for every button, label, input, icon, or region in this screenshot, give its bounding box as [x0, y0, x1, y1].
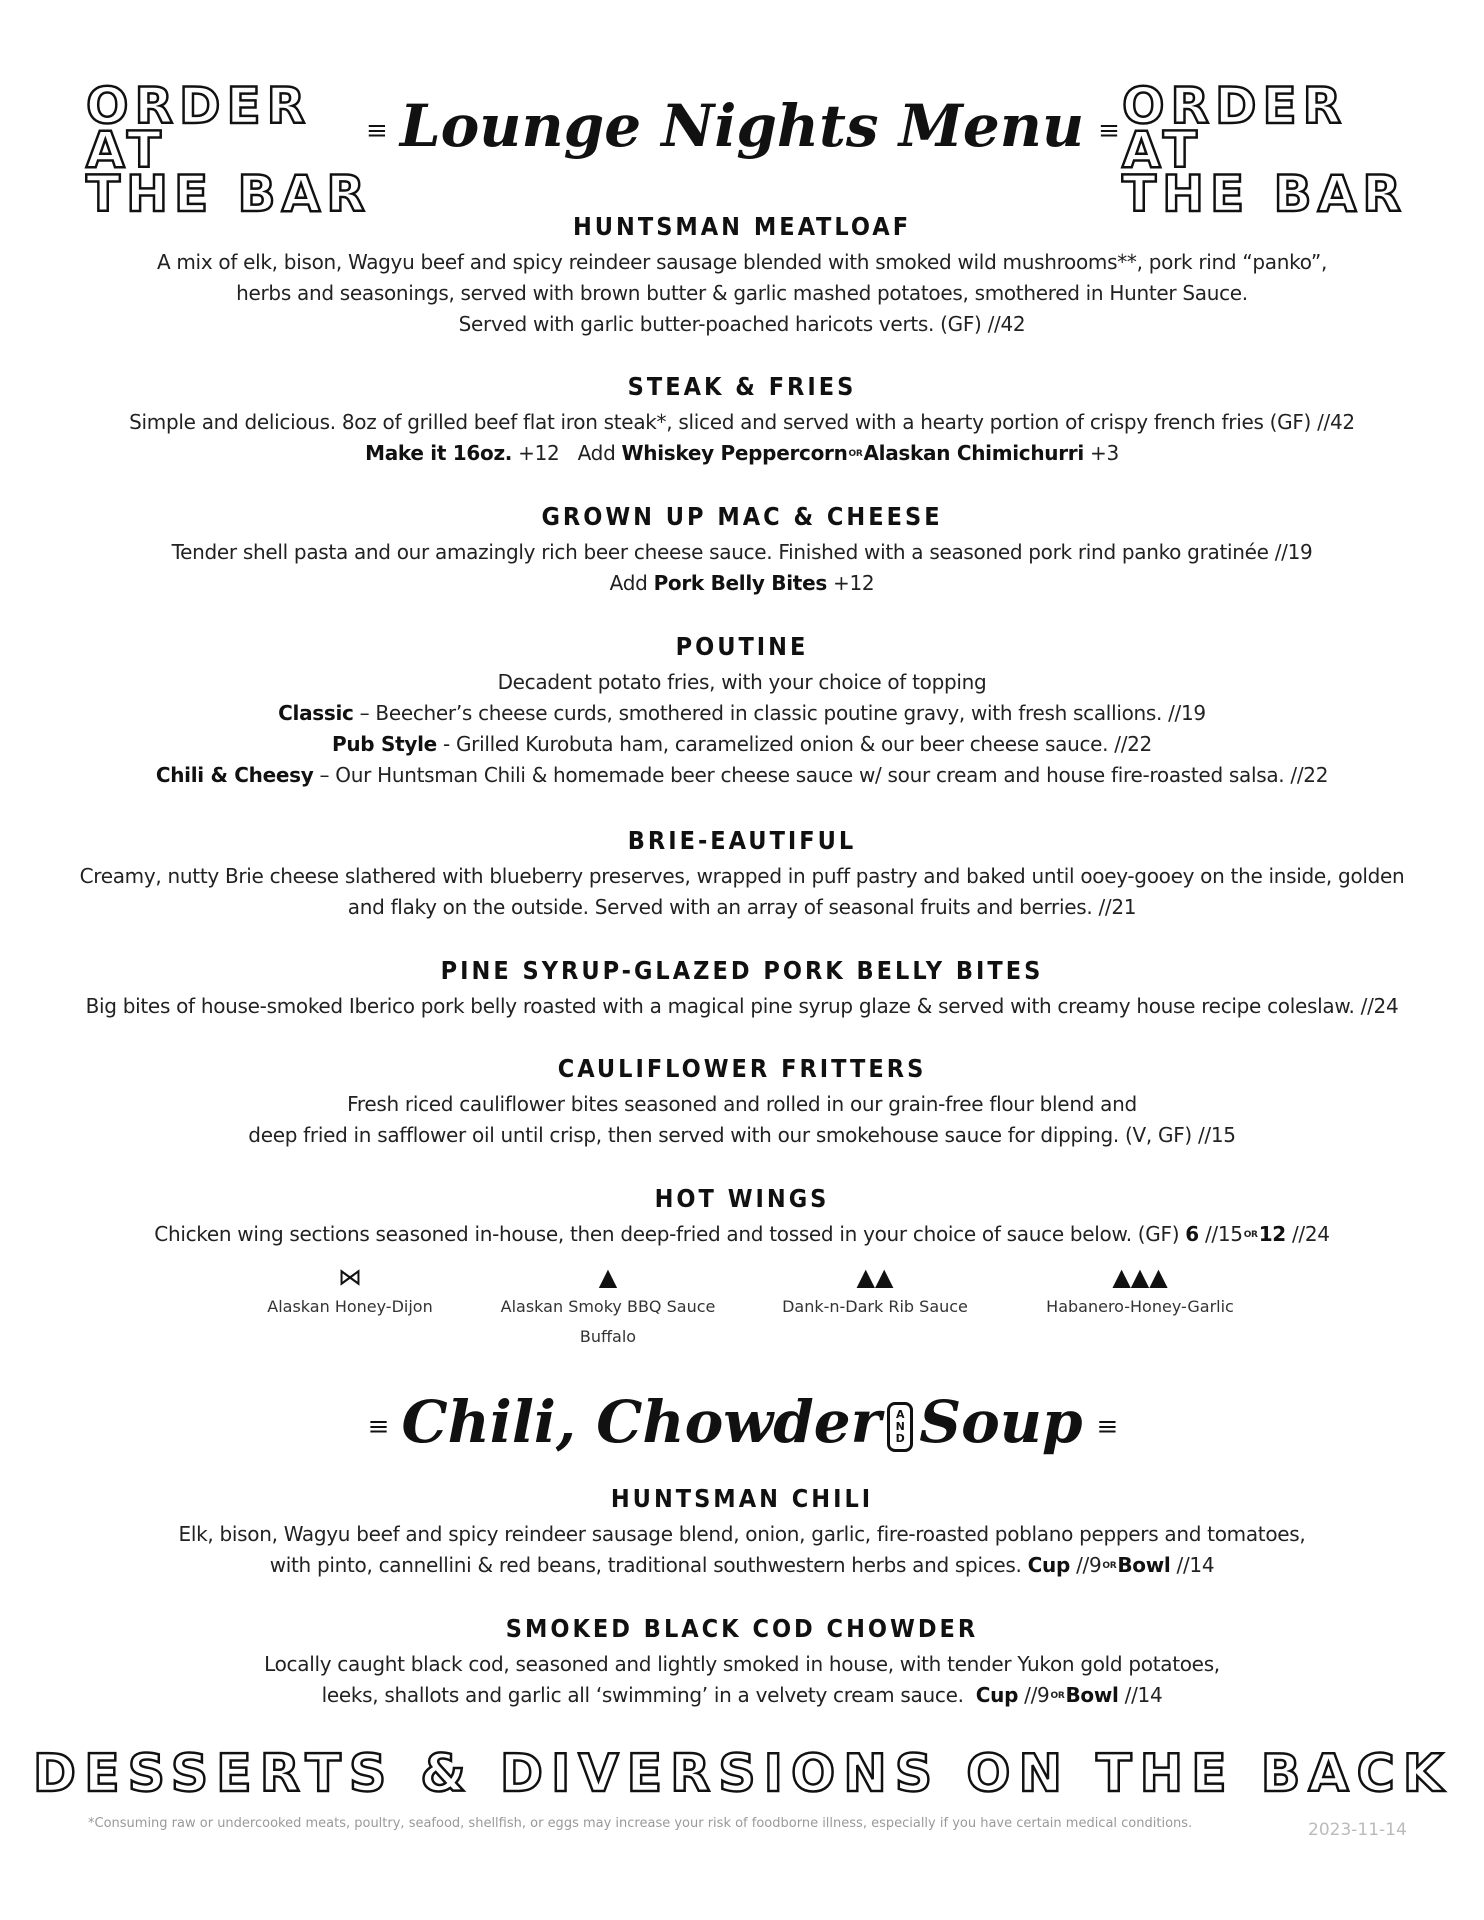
- campfire-icon: ▲: [598, 1263, 618, 1291]
- menu-item-meatloaf: [60, 212, 1424, 340]
- menu-version-date: 2023-11-14: [1308, 1820, 1407, 1840]
- topping-option: Chili & Cheesy: [155, 763, 314, 787]
- sauce-option: Alaskan Chimichurri: [863, 441, 1084, 465]
- flourish-right-icon: ≡: [1096, 1412, 1117, 1442]
- item-description: Big bites of house-smoked Iberico pork belly roasted with a magical pine syrup glaze & served with creamy house recipe coleslaw. //24: [85, 994, 1399, 1018]
- item-name: BRIE-EAUTIFUL: [627, 826, 857, 855]
- menu-item-chowder: [60, 1614, 1424, 1712]
- menu-item-pork-belly: [60, 956, 1424, 1022]
- order-at-bar-line1: ORDER AT: [86, 77, 312, 179]
- item-description: Simple and delicious. 8oz of grilled beef flat iron steak*, sliced and served with a hearty portion of crispy french fries (GF) //42 Make it 16oz. +12 Add Whiskey PeppercornORAlaskan Chimichurri +3: [129, 410, 1355, 465]
- addon-option: Pork Belly Bites: [653, 571, 827, 595]
- item-description: Tender shell pasta and our amazingly rich beer cheese sauce. Finished with a seasoned pork rind panko gratinée //19 Add Pork Belly Bites +12: [171, 540, 1313, 595]
- menu-title-text: Lounge Nights Menu: [399, 92, 1085, 160]
- upgrade-option: Make it 16oz.: [365, 441, 513, 465]
- item-description: Decadent potato fries, with your choice of topping Classic – Beecher’s cheese curds, smothered in classic poutine gravy, with fresh scallions. //19 Pub Style - Grilled Kurobuta ham, caramelized onion & our beer cheese sauce. //22 Chili & Cheesy – Our Huntsman Chili & homemade beer cheese sauce w/ sour cream and house fire-roasted salsa. //22: [155, 670, 1329, 787]
- sauce-option: Whiskey Peppercorn: [621, 441, 848, 465]
- menu-item-poutine: [60, 632, 1424, 791]
- and-badge: A N D: [887, 1402, 913, 1452]
- order-at-bar-line1: ORDER AT: [1122, 77, 1348, 179]
- sauce-sub-label: Buffalo: [579, 1327, 637, 1346]
- menu-item-chili: [60, 1484, 1424, 1582]
- item-name: HOT WINGS: [654, 1184, 830, 1213]
- order-at-bar-line2: THE BAR: [86, 165, 371, 223]
- desserts-banner: DESSERTS & DIVERSIONS ON THE BACK: [32, 1744, 1452, 1804]
- item-description: A mix of elk, bison, Wagyu beef and spicy reindeer sausage blended with smoked wild mushrooms**, pork rind “panko”, herbs and seasonings, served with brown butter & garlic mashed potatoes, smothered in Hunter Sauce. Served with garlic butter-poached haricots verts. (GF) //42: [156, 250, 1328, 336]
- menu-item-mac: [60, 502, 1424, 599]
- item-description: Chicken wing sections seasoned in-house, then deep-fried and tossed in your choice of sauce below. (GF) 6 //15OR12 //24: [154, 1222, 1330, 1246]
- bow-tie-icon: ⋈: [338, 1263, 362, 1291]
- item-description: Elk, bison, Wagyu beef and spicy reindeer sausage blend, onion, garlic, fire-roasted poblano peppers and tomatoes, with pinto, cannellini & red beans, traditional southwestern herbs and spices. Cup //9ORBowl //14: [178, 1522, 1306, 1577]
- item-description: Locally caught black cod, seasoned and lightly smoked in house, with tender Yukon gold potatoes, leeks, shallots and garlic all ‘swimming’ in a velvety cream sauce. Cup //9ORBowl //14: [264, 1652, 1220, 1707]
- menu-item-cauliflower: [60, 1054, 1424, 1151]
- or-badge: OR: [1243, 1230, 1258, 1240]
- item-name: SMOKED BLACK COD CHOWDER: [505, 1614, 979, 1643]
- item-description: Creamy, nutty Brie cheese slathered with blueberry preserves, wrapped in puff pastry and baked until ooey-gooey on the inside, golden and flaky on the outside. Served with an array of seasonal fruits and berries. //21: [79, 864, 1405, 919]
- sauce-item: ▲▲ Dank-n-Dark Rib Sauce: [765, 1262, 985, 1322]
- sauce-item: ⋈ Alaskan Honey-Dijon: [250, 1262, 450, 1322]
- menu-item-steak: [60, 372, 1424, 470]
- item-description: Fresh riced cauliflower bites seasoned and rolled in our grain-free flour blend and deep fried in safflower oil until crisp, then served with our smokehouse sauce for dipping. (V, GF) //15: [248, 1092, 1236, 1147]
- flourish-right-icon: ≡: [1098, 116, 1118, 146]
- or-badge: OR: [1050, 1691, 1065, 1701]
- flourish-left-icon: ≡: [367, 1412, 388, 1442]
- or-badge: OR: [848, 449, 863, 459]
- campfire-icon: ▲▲: [856, 1263, 894, 1291]
- menu-title: [0, 92, 1484, 160]
- sauce-item: ▲▲▲ Habanero-Honey-Garlic: [1025, 1262, 1255, 1322]
- item-name: HUNTSMAN CHILI: [610, 1484, 874, 1513]
- item-name: PINE SYRUP-GLAZED PORK BELLY BITES: [440, 956, 1044, 985]
- item-name: STEAK & FRIES: [627, 372, 857, 401]
- flourish-left-icon: ≡: [366, 116, 386, 146]
- topping-option: Classic: [278, 701, 354, 725]
- menu-item-wings: [60, 1184, 1424, 1251]
- campfire-icon: ▲▲▲: [1112, 1263, 1168, 1291]
- section-title-part2: Soup: [919, 1388, 1083, 1456]
- section-title-part1: Chili, Chowder: [401, 1388, 882, 1456]
- menu-item-brie: [60, 826, 1424, 923]
- item-name: CAULIFLOWER FRITTERS: [557, 1054, 927, 1083]
- item-name: HUNTSMAN MEATLOAF: [572, 212, 912, 241]
- item-name: GROWN UP MAC & CHEESE: [541, 502, 943, 531]
- item-name: POUTINE: [675, 632, 809, 661]
- section-title-soups: [0, 1388, 1484, 1456]
- order-at-bar-line2: THE BAR: [1122, 165, 1407, 223]
- topping-option: Pub Style: [332, 732, 437, 756]
- wing-sauce-list: [0, 1262, 1484, 1352]
- or-badge: OR: [1102, 1561, 1117, 1571]
- food-safety-disclaimer: *Consuming raw or undercooked meats, poultry, seafood, shellfish, or eggs may increase your risk of foodborne illness, especially if you have certain medical conditions.: [88, 1816, 1193, 1831]
- sauce-item: ▲ Alaskan Smoky BBQ Sauce Buffalo: [488, 1262, 728, 1352]
